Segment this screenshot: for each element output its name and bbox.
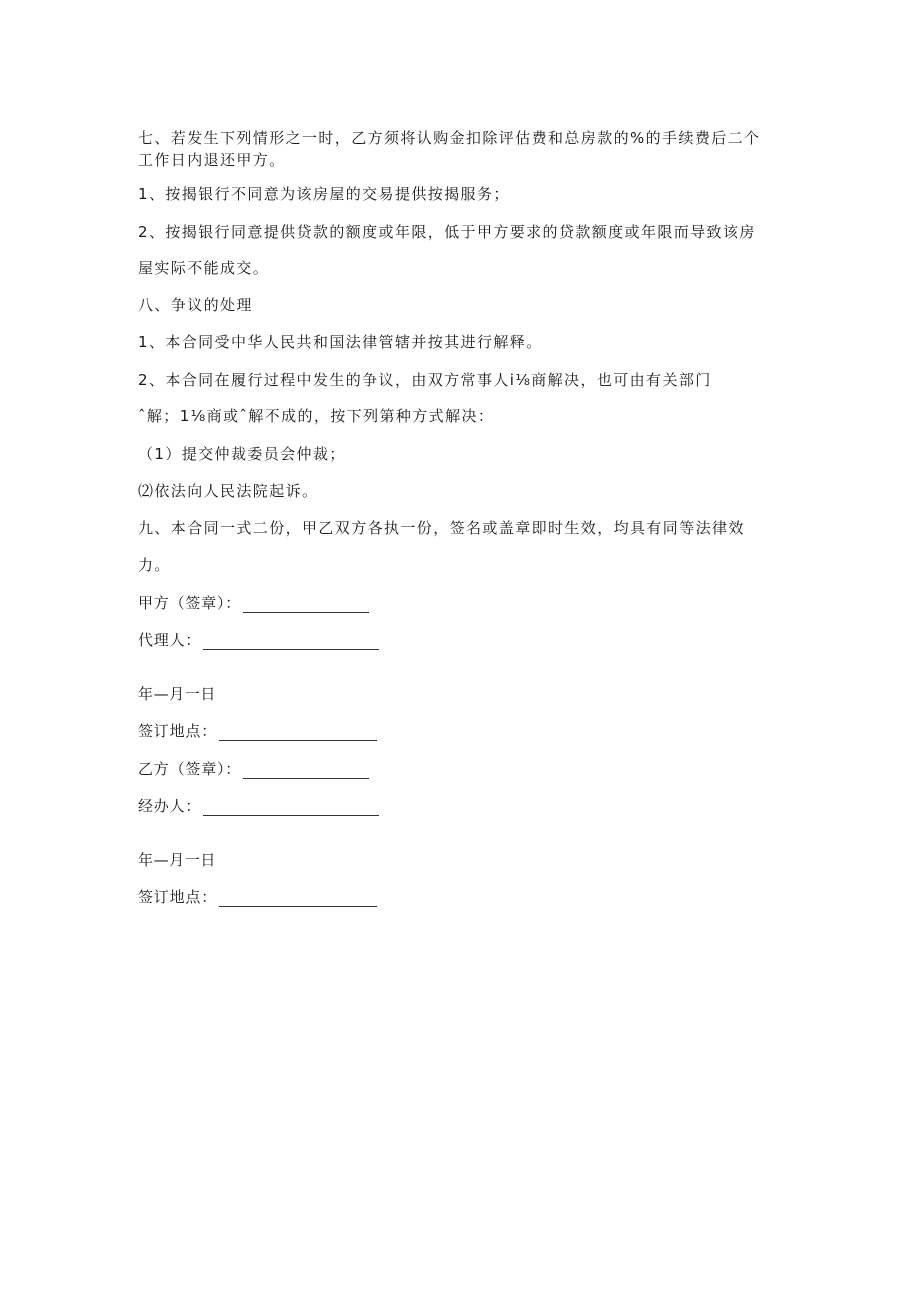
place-a-row — [138, 721, 377, 741]
agent-label: 代理人： — [138, 631, 202, 649]
clause-8-option-2: ⑵依法向人民法院起诉。 — [138, 482, 319, 500]
clause-7-heading-line-2: 工作日内退还甲方。 — [138, 151, 286, 169]
clause-8-item-2-line-2: ˆ解；1⅛商或ˆ解不成的，按下列第种方式解决： — [138, 407, 495, 425]
party-a-signature-blank[interactable] — [243, 596, 369, 613]
place-b-blank[interactable] — [219, 890, 377, 907]
date-a: 年—月一日 — [138, 685, 217, 703]
place-a-label: 签订地点： — [138, 722, 218, 740]
party-b-signature-blank[interactable] — [243, 762, 369, 779]
clause-8-item-2-line-1: 2、本合同在履行过程中发生的争议，由双方常事人i⅛商解决，也可由有关部门 — [138, 371, 712, 389]
clause-7-item-1: 1、按揭银行不同意为该房屋的交易提供按揭服务； — [138, 185, 510, 203]
agent-signature-row — [138, 630, 379, 650]
handler-signature-blank[interactable] — [203, 799, 379, 816]
agent-signature-blank[interactable] — [203, 633, 379, 650]
clause-8-item-1: 1、本合同受中华人民共和国法律管辖并按其进行解释。 — [138, 333, 543, 351]
clause-7-heading-line-1: 七、若发生下列情形之一时，乙方须将认购金扣除评估费和总房款的%的手续费后二个 — [138, 129, 761, 147]
place-b-label: 签订地点： — [138, 888, 218, 906]
clause-9-line-1: 九、本合同一式二份，甲乙双方各执一份，签名或盖章即时生效，均具有同等法律效 — [138, 519, 745, 537]
party-a-signature-row — [138, 593, 369, 613]
clause-8-option-1: （1）提交仲裁委员会仲裁； — [138, 445, 346, 463]
clause-9-line-2: 力。 — [138, 556, 171, 574]
clause-8-heading: 八、争议的处理 — [138, 296, 253, 314]
place-a-blank[interactable] — [219, 724, 377, 741]
party-b-signature-row — [138, 759, 369, 779]
clause-7-item-2-line-1: 2、按揭银行同意提供贷款的额度或年限，低于甲方要求的贷款额度或年限而导致该房 — [138, 223, 756, 241]
place-b-row — [138, 887, 377, 907]
handler-label: 经办人： — [138, 797, 202, 815]
party-a-label: 甲方（签章）： — [138, 594, 242, 612]
clause-7-item-2-line-2: 屋实际不能成交。 — [138, 259, 270, 277]
party-b-label: 乙方（签章）： — [138, 760, 242, 778]
date-b: 年—月一日 — [138, 851, 217, 869]
handler-signature-row — [138, 796, 379, 816]
